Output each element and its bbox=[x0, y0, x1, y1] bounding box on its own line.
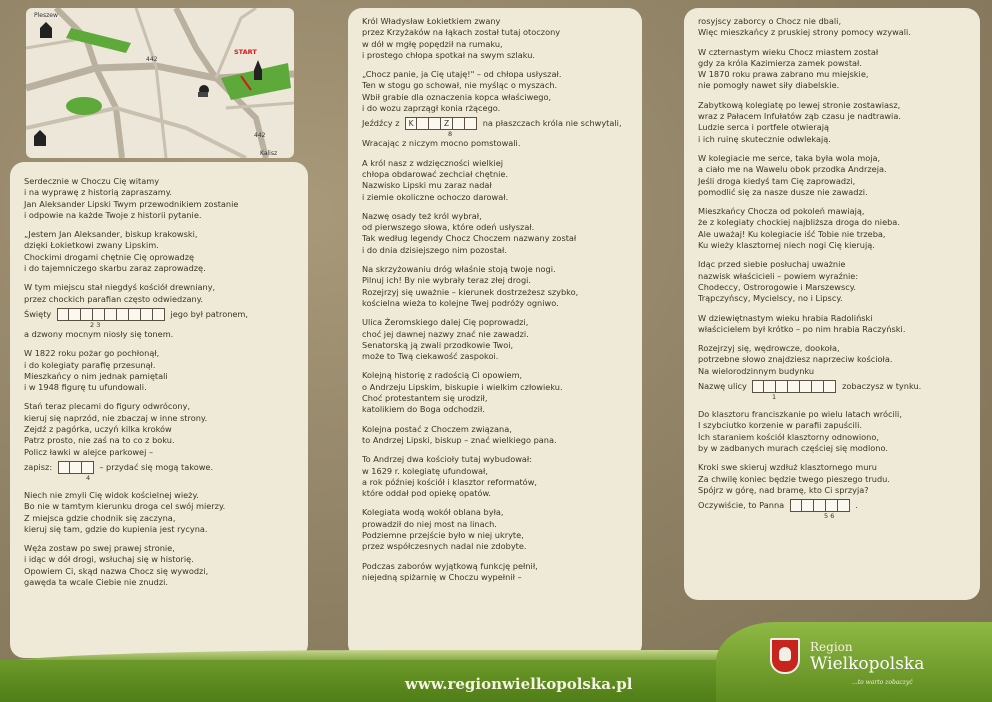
route-map bbox=[26, 8, 294, 158]
text-line: katolikiem do Boga odchodził. bbox=[362, 404, 485, 415]
text-line: i w 1948 figurę tu ufundowali. bbox=[24, 382, 147, 393]
text-line: i do kolegiaty parafię przesunął. bbox=[24, 359, 156, 370]
col1-para-4 bbox=[24, 348, 294, 393]
text-line: Za chwilę koniec będzie twego pieszego trudu. bbox=[698, 473, 890, 484]
text-line: i idąc w dół drogi, wsłuchaj się w historię. bbox=[24, 554, 194, 565]
text-line: Choć protestantem się urodził, bbox=[362, 393, 488, 404]
puzzle-prefix: Jeźdźcy z bbox=[362, 118, 400, 129]
puzzle-numbers: 2 3 bbox=[90, 320, 101, 329]
text-line: Bo nie w tamtym kierunku droga cel swój mierzy. bbox=[24, 501, 226, 512]
col3-para-7 bbox=[698, 313, 966, 336]
letter-box[interactable] bbox=[465, 117, 477, 130]
text-line: to Andrzej Lipski, biskup – znać wielkiego pana. bbox=[362, 434, 557, 445]
text-line: Chockimi drogami chętnie Cię oprowadzę bbox=[24, 251, 195, 262]
text-line: Ulica Żeromskiego dalej Cię poprowadzi, bbox=[362, 317, 529, 328]
text-line: W dziewiętnastym wieku hrabia Radoliński bbox=[698, 312, 873, 323]
col3-para-1 bbox=[698, 16, 966, 39]
puzzle-line-panna bbox=[698, 499, 966, 512]
text-line: i na wyprawę z historią zapraszamy. bbox=[24, 187, 172, 198]
text-line: i ich ruinę skutecznie odwlekają. bbox=[698, 133, 831, 144]
brand-tagline: ...to warto zobaczyć bbox=[852, 679, 913, 686]
col3-para-4 bbox=[698, 153, 966, 198]
text-line: To Andrzej dwa kościoły tutaj wybudował: bbox=[362, 454, 533, 465]
letter-box[interactable] bbox=[57, 308, 69, 321]
letter-box[interactable] bbox=[790, 499, 802, 512]
puzzle-boxes-panna[interactable] bbox=[790, 499, 850, 512]
text-line: Na skrzyżowaniu dróg właśnie stoją twoje nogi. bbox=[362, 264, 556, 275]
col1-para-3 bbox=[24, 282, 294, 340]
letter-box[interactable] bbox=[802, 499, 814, 512]
letter-box[interactable]: Z bbox=[441, 117, 453, 130]
letter-box[interactable] bbox=[417, 117, 429, 130]
text-line: chłopa obdarować zechciał chętnie. bbox=[362, 168, 509, 179]
text-line: Rozejrzyj się uważnie – kierunek dostrzeżesz szybko, bbox=[362, 286, 579, 297]
text-line: o Andrzeju Lipskim, biskupie i wielkim człowieku. bbox=[362, 381, 563, 392]
text-line: Opowiem Ci, skąd nazwa Chocz się wywodzi, bbox=[24, 565, 209, 576]
brand-region-label: Region bbox=[810, 640, 853, 654]
eagle-crest-icon bbox=[770, 638, 800, 674]
text-line: Trąpczyńscy, Mycielscy, no i Lipscy. bbox=[698, 293, 843, 304]
text-line: I szybciutko korzenie w parafii zapuścili. bbox=[698, 420, 862, 431]
letter-box[interactable] bbox=[117, 308, 129, 321]
text-line: pomodlić się za nasze dusze nie zawadzi. bbox=[698, 186, 868, 197]
text-line: by w zadbanych murach częściej się modlono. bbox=[698, 442, 888, 453]
text-line: a dzwony mocnym niosły się tonem. bbox=[24, 328, 174, 339]
text-line: Kolejna postać z Choczem związana, bbox=[362, 423, 512, 434]
column-1 bbox=[10, 162, 308, 658]
letter-box[interactable] bbox=[812, 380, 824, 393]
col3-para-6 bbox=[698, 259, 966, 304]
letter-box[interactable]: K bbox=[405, 117, 417, 130]
col1-para-6 bbox=[24, 490, 294, 535]
text-line: Na wielorodzinnym budynku bbox=[698, 365, 815, 376]
text-line: w dół w mgłę popędził na rumaku, bbox=[362, 38, 503, 49]
text-line: gdy za króla Kazimierza zamek powstał. bbox=[698, 57, 862, 68]
text-line: i odpowie na każde Twoje z historii pytanie. bbox=[24, 209, 202, 220]
col1-para-1 bbox=[24, 176, 294, 221]
text-line: prowadził do niej most na linach. bbox=[362, 518, 497, 529]
col3-para-5 bbox=[698, 206, 966, 251]
text-line: i do tajemniczego skarbu zaraz zaprowadzę. bbox=[24, 263, 206, 274]
text-line: rosyjscy zaborcy o Chocz nie dbali, bbox=[698, 16, 842, 26]
letter-box[interactable] bbox=[93, 308, 105, 321]
col2-para-1 bbox=[362, 16, 628, 61]
text-line: i do dnia dzisiejszego nim pozostał. bbox=[362, 244, 507, 255]
letter-box[interactable] bbox=[824, 380, 836, 393]
text-line: i do wozu zaprzągł konia rżącego. bbox=[362, 103, 501, 114]
text-line: Kolegiata wodą wokół oblana była, bbox=[362, 507, 504, 518]
text-line: choć jej dawnej nazwy znać nie zawadzi. bbox=[362, 328, 529, 339]
text-line: Pilnuj ich! By nie wybrały teraz złej drogi. bbox=[362, 275, 532, 286]
col2-para-4 bbox=[362, 211, 628, 256]
col2-para-6 bbox=[362, 317, 628, 362]
puzzle-line-saint bbox=[24, 308, 294, 321]
col2-para-7 bbox=[362, 370, 628, 415]
map-label-road-442: 442 bbox=[146, 56, 158, 63]
letter-box[interactable] bbox=[429, 117, 441, 130]
text-line: wraz z Pałacem Infułatów ząb czasu je nadtrawia. bbox=[698, 111, 901, 122]
text-line: Wbił grabie dla oznaczenia kopca właściwego, bbox=[362, 91, 552, 102]
text-line: Ten w stogu go schował, nie myśląc o myszach. bbox=[362, 80, 558, 91]
text-line: „Jestem Jan Aleksander, biskup krakowski, bbox=[24, 229, 198, 240]
text-line: gawęda ta wcale Ciebie nie znudzi. bbox=[24, 577, 169, 588]
text-line: Zejdź z pagórka, uczyń kilka kroków bbox=[24, 424, 172, 435]
text-line: Więc mieszkańcy z pruskiej strony pomocy wzywali. bbox=[698, 27, 911, 38]
puzzle-prefix: Oczywiście, to Panna bbox=[698, 500, 785, 511]
letter-box[interactable] bbox=[129, 308, 141, 321]
text-line: Rozejrzyj się, wędrowcze, dookoła, bbox=[698, 343, 840, 354]
text-line: Do klasztoru franciszkanie po wielu latach wrócili, bbox=[698, 409, 902, 420]
text-line: Serdecznie w Choczu Cię witamy bbox=[24, 176, 160, 186]
puzzle-numbers: 4 bbox=[86, 473, 91, 482]
text-line: Jan Aleksander Lipski Twym przewodnikiem zostanie bbox=[24, 198, 239, 209]
text-line: „Chocz panie, ja Cię utaję!" – od chłopa usłyszał. bbox=[362, 69, 562, 80]
text-line: W 1822 roku pożar go pochłonął, bbox=[24, 348, 160, 359]
text-line: dzięki Łokietkowi zwany Lipskim. bbox=[24, 240, 159, 251]
text-line: a rok później kościół i klasztor reformatów, bbox=[362, 476, 537, 487]
text-line: nazwisk właścicieli – powiem wyraźnie: bbox=[698, 270, 859, 281]
text-line: niejedną spiżarnię w Choczu wypełnił – bbox=[362, 571, 522, 582]
text-line: Wracając z niczym mocno pomstowali. bbox=[362, 138, 521, 149]
letter-box[interactable] bbox=[58, 461, 70, 474]
text-line: Zabytkową kolegiatę po lewej stronie zostawiasz, bbox=[698, 99, 901, 110]
text-line: Król Władysław Łokietkiem zwany bbox=[362, 16, 501, 26]
text-line: od pierwszego słowa, które odeń usłyszał. bbox=[362, 222, 535, 233]
map-label-start: START bbox=[234, 48, 257, 56]
brand-name: Wielkopolska bbox=[810, 654, 925, 674]
text-line: potrzebne słowo znajdziesz naprzeciw kościoła. bbox=[698, 354, 893, 365]
text-line: Ich staraniem kościół klasztorny odnowiono, bbox=[698, 431, 879, 442]
text-line: Ale uważaj! Ku kolegiacie iść Tobie nie trzeba, bbox=[698, 228, 886, 239]
letter-box[interactable] bbox=[69, 308, 81, 321]
letter-box[interactable] bbox=[826, 499, 838, 512]
puzzle-prefix: Święty bbox=[24, 308, 52, 319]
letter-box[interactable] bbox=[141, 308, 153, 321]
col2-para-8 bbox=[362, 424, 628, 447]
text-line: W czternastym wieku Chocz miastem został bbox=[698, 46, 879, 57]
text-line: Patrz prosto, nie zaś na to co z boku. bbox=[24, 435, 175, 446]
text-line: Podczas zaborów wyjątkową funkcję pełnił, bbox=[362, 560, 538, 571]
col3-para-9 bbox=[698, 409, 966, 454]
text-line: w 1629 r. kolegiatę ufundował, bbox=[362, 465, 488, 476]
text-line: Węża zostaw po swej prawej stronie, bbox=[24, 543, 175, 554]
text-line: Senatorską ją zwali przodkowie Twoi, bbox=[362, 339, 514, 350]
text-line: kieruj się tam, gdzie do kupienia jest rycyna. bbox=[24, 523, 208, 534]
puzzle-suffix: . bbox=[855, 500, 858, 511]
puzzle-boxes-knights[interactable] bbox=[405, 117, 477, 130]
puzzle-prefix: zapisz: bbox=[24, 461, 53, 472]
puzzle-line-knights bbox=[362, 117, 628, 130]
letter-box[interactable] bbox=[752, 380, 764, 393]
text-line: a ciało me na Wawelu obok przodka Andrzeja. bbox=[698, 164, 887, 175]
letter-box[interactable] bbox=[776, 380, 788, 393]
text-line: Nazwę osady też król wybrał, bbox=[362, 210, 482, 221]
col3-para-10 bbox=[698, 462, 966, 520]
col1-para-2 bbox=[24, 229, 294, 274]
text-line: i ziemie okoliczne ochoczo darował. bbox=[362, 191, 509, 202]
text-line: przez chockich parafian często odwiedzany. bbox=[24, 293, 203, 304]
letter-box[interactable] bbox=[82, 461, 94, 474]
puzzle-numbers: 8 bbox=[448, 130, 453, 139]
text-line: Mieszkańcy Chocza od pokoleń mawiają, bbox=[698, 206, 865, 217]
letter-box[interactable] bbox=[838, 499, 850, 512]
text-line: kieruj się naprzód, nie zbaczaj w inne strony. bbox=[24, 412, 208, 423]
text-line: Jeśli droga kiedyś tam Cię zaprowadzi, bbox=[698, 175, 856, 186]
puzzle-boxes-street[interactable] bbox=[752, 380, 836, 393]
text-line: Policz ławki w alejce parkowej – bbox=[24, 446, 154, 457]
text-line: Niech nie zmyli Cię widok kościelnej wieży. bbox=[24, 489, 199, 500]
letter-box[interactable] bbox=[153, 308, 165, 321]
puzzle-suffix: – przydać się mogą takowe. bbox=[99, 461, 214, 472]
text-line: że z kolegiaty chockiej najbliższa droga do nieba. bbox=[698, 217, 900, 228]
text-line: Podziemne przejście było w niej ukryte, bbox=[362, 529, 524, 540]
text-line: Spójrz w górę, nad bramę, kto Ci sprzyja? bbox=[698, 484, 869, 495]
letter-box[interactable] bbox=[764, 380, 776, 393]
map-label-road-442-south: 442 bbox=[254, 132, 266, 139]
letter-box[interactable] bbox=[800, 380, 812, 393]
puzzle-boxes-saint[interactable] bbox=[57, 308, 165, 321]
text-line: które oddał pod opiekę opatów. bbox=[362, 488, 492, 499]
col2-para-2 bbox=[362, 69, 628, 149]
map-label-pleszew: Pleszew bbox=[34, 12, 58, 19]
puzzle-numbers: 5 6 bbox=[824, 512, 835, 521]
text-line: Nazwisko Lipski mu zaraz nadał bbox=[362, 180, 492, 191]
puzzle-prefix: Nazwę ulicy bbox=[698, 381, 747, 392]
col3-para-2 bbox=[698, 47, 966, 92]
text-line: W kolegiacie me serce, taka była wola moja, bbox=[698, 152, 881, 163]
col2-para-9 bbox=[362, 454, 628, 499]
letter-box[interactable] bbox=[81, 308, 93, 321]
col2-para-11 bbox=[362, 561, 628, 584]
text-line: przez Krzyżaków na łąkach został tutaj otoczony bbox=[362, 27, 561, 38]
map-label-kalisz: Kalisz bbox=[260, 150, 278, 157]
text-line: W tym miejscu stał niegdyś kościół drewniany, bbox=[24, 282, 216, 293]
puzzle-suffix: na płaszczach króla nie schwytali, bbox=[482, 118, 622, 129]
letter-box[interactable] bbox=[788, 380, 800, 393]
text-line: Ludzie serca i portfele otwierają bbox=[698, 122, 830, 133]
letter-box[interactable] bbox=[70, 461, 82, 474]
puzzle-suffix: zobaczysz w tynku. bbox=[842, 381, 922, 392]
col3-para-8 bbox=[698, 343, 966, 401]
col3-para-3 bbox=[698, 100, 966, 145]
puzzle-boxes-benches[interactable] bbox=[58, 461, 94, 474]
text-line: może to Twą ciekawość zaspokoi. bbox=[362, 351, 499, 362]
website-link[interactable]: www.regionwielkopolska.pl bbox=[405, 675, 633, 693]
puzzle-suffix: jego był patronem, bbox=[170, 308, 249, 319]
letter-box[interactable] bbox=[814, 499, 826, 512]
column-2 bbox=[348, 8, 642, 658]
text-line: Tak według legendy Chocz Choczem nazwany został bbox=[362, 233, 577, 244]
text-line: Z miejsca gdzie chodnik się zaczyna, bbox=[24, 512, 176, 523]
letter-box[interactable] bbox=[105, 308, 117, 321]
text-line: Mieszkańcy o nim jednak pamiętali bbox=[24, 370, 168, 381]
text-line: nie pomogły nawet siły diabelskie. bbox=[698, 80, 840, 91]
col1-para-7 bbox=[24, 543, 294, 588]
text-line: Kroki swe skieruj wzdłuż klasztornego muru bbox=[698, 462, 877, 473]
text-line: Stań teraz plecami do figury odwrócony, bbox=[24, 401, 191, 412]
text-line: W 1870 roku prawa zabrano mu miejskie, bbox=[698, 69, 869, 80]
col2-para-3 bbox=[362, 158, 628, 203]
text-line: Idąc przed siebie posłuchaj uważnie bbox=[698, 259, 846, 270]
text-line: Ku wieży klasztornej niech nogi Cię kierują. bbox=[698, 240, 875, 251]
text-line: i prostego chłopa spotkał na swym szlaku. bbox=[362, 49, 535, 60]
letter-box[interactable] bbox=[453, 117, 465, 130]
text-line: właścicielem był krótko – po nim hrabia Raczyński. bbox=[698, 323, 906, 334]
text-line: przez współczesnych nadal nie zdobyte. bbox=[362, 541, 527, 552]
text-line: A król nasz z wdzięczności wielkiej bbox=[362, 157, 504, 168]
column-3 bbox=[684, 8, 980, 600]
col2-para-10 bbox=[362, 507, 628, 552]
text-line: Kolejną historię z radością Ci opowiem, bbox=[362, 370, 523, 381]
puzzle-line-benches bbox=[24, 461, 294, 474]
puzzle-numbers: 1 bbox=[772, 393, 777, 402]
text-line: Chodeccy, Ostrorogowie i Marszewscy. bbox=[698, 281, 856, 292]
text-line: kościelna wieża to kolejne Twej podróży ogniwo. bbox=[362, 297, 559, 308]
col2-para-5 bbox=[362, 264, 628, 309]
col1-para-5 bbox=[24, 401, 294, 481]
puzzle-line-street bbox=[698, 380, 966, 393]
